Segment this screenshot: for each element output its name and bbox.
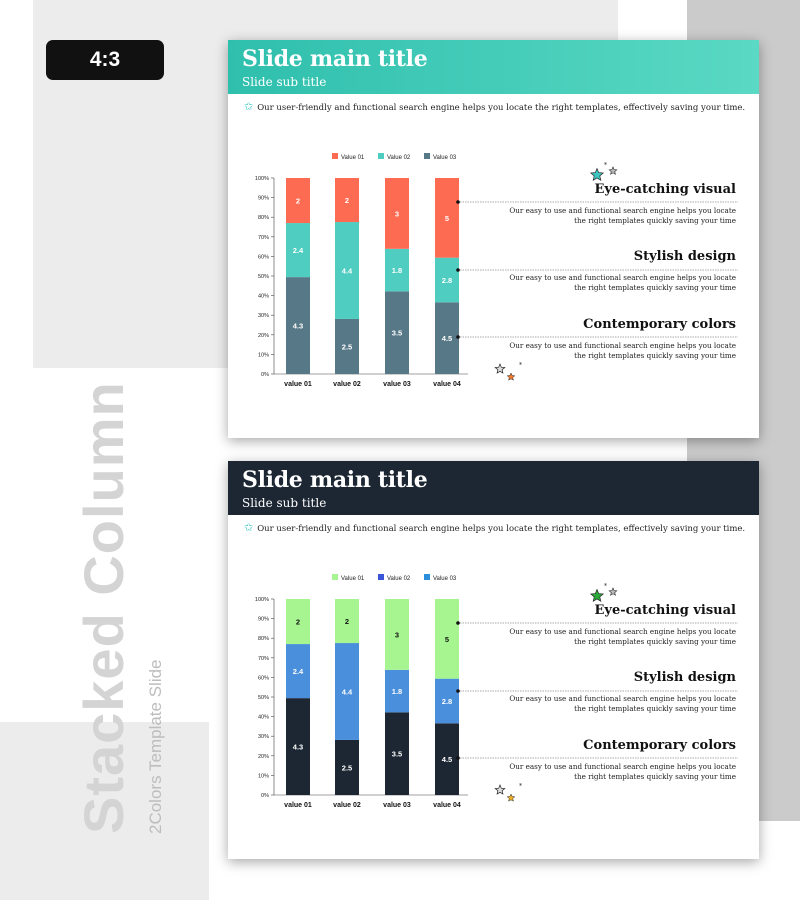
y-tick-label: 40% — [257, 714, 269, 721]
connector-dot — [456, 689, 460, 693]
category-label: value 03 — [383, 381, 411, 388]
connector-dot — [456, 268, 460, 272]
y-tick-label: 80% — [257, 636, 269, 643]
legend-swatch — [378, 574, 384, 580]
category-label: value 01 — [284, 802, 312, 809]
star-icon: ✩ — [244, 100, 254, 113]
y-tick-label: 50% — [257, 695, 269, 701]
y-tick-label: 10% — [257, 352, 269, 359]
legend-swatch — [332, 574, 338, 580]
data-label: 2 — [295, 196, 301, 206]
y-tick-label: 70% — [257, 234, 269, 241]
data-label: 2.4 — [292, 246, 304, 256]
y-tick-label: 60% — [257, 675, 269, 682]
y-tick-label: 40% — [257, 293, 269, 300]
legend-swatch — [424, 153, 430, 159]
category-label: value 01 — [284, 381, 312, 388]
data-label: 3.5 — [391, 749, 403, 759]
data-label: 2 — [295, 617, 301, 627]
data-label: 2.5 — [341, 342, 353, 352]
data-label: 2.4 — [292, 667, 304, 677]
data-label: 3 — [394, 630, 400, 640]
feature-text: Our easy to use and functional search engine helps you locate the right templates quickly saving your time — [509, 206, 736, 225]
connector-dot — [456, 335, 460, 339]
star-icon — [495, 364, 505, 373]
legend-swatch — [378, 153, 384, 159]
connector-dot — [456, 621, 460, 625]
feature-text: Our easy to use and functional search engine helps you locate the right templates quickly saving your time — [509, 627, 736, 646]
data-label: 2.5 — [341, 763, 353, 773]
feature-text: Our easy to use and functional search engine helps you locate the right templates quickly saving your time — [509, 694, 736, 713]
sparkle-icon: * — [519, 362, 522, 369]
y-tick-label: 20% — [257, 753, 269, 760]
legend-swatch — [424, 574, 430, 580]
vertical-subtitle: 2Colors Template Slide — [146, 659, 165, 834]
sparkle-icon: * — [604, 583, 607, 590]
slide-preview[interactable] — [228, 461, 759, 859]
legend-swatch — [332, 153, 338, 159]
legend-label: Value 03 — [433, 155, 457, 161]
vertical-title: Stacked Column — [72, 381, 135, 834]
y-tick-label: 0% — [261, 793, 269, 799]
y-tick-label: 70% — [257, 655, 269, 662]
data-label: 5 — [444, 213, 450, 223]
y-tick-label: 80% — [257, 215, 269, 222]
data-label: 4.4 — [341, 687, 353, 697]
feature-text: Our easy to use and functional search engine helps you locate the right templates quickly saving your time — [509, 762, 736, 781]
data-label: 3 — [394, 209, 400, 219]
y-tick-label: 30% — [257, 734, 269, 741]
y-tick-label: 0% — [261, 372, 269, 378]
y-tick-label: 100% — [254, 597, 269, 603]
star-icon — [495, 785, 505, 794]
y-tick-label: 10% — [257, 773, 269, 780]
sparkle-icon: * — [519, 783, 522, 790]
star-icon — [507, 794, 515, 801]
description-text: Our user-friendly and functional search engine helps you locate the right templates, effectively saving your time. — [257, 524, 746, 534]
feature-title: Eye-catching visual — [594, 603, 736, 618]
legend-label: Value 02 — [387, 155, 411, 161]
y-tick-label: 50% — [257, 274, 269, 280]
sparkle-icon: * — [604, 162, 607, 169]
legend-label: Value 03 — [433, 576, 457, 582]
legend-label: Value 01 — [341, 155, 365, 161]
feature-text: Our easy to use and functional search engine helps you locate the right templates quickly saving your time — [509, 341, 736, 360]
legend-label: Value 02 — [387, 576, 411, 582]
star-icon — [609, 167, 617, 174]
category-label: value 04 — [433, 381, 461, 388]
data-label: 4.5 — [441, 755, 453, 765]
slide-preview[interactable] — [228, 40, 759, 438]
data-label: 1.8 — [391, 687, 403, 697]
y-tick-label: 30% — [257, 313, 269, 320]
connector-dot — [456, 200, 460, 204]
slide-title: Slide main title — [242, 467, 428, 493]
star-icon — [591, 590, 603, 602]
data-label: 4.3 — [292, 321, 304, 331]
legend-label: Value 01 — [341, 576, 365, 582]
data-label: 2 — [344, 617, 350, 627]
y-tick-label: 100% — [254, 176, 269, 182]
y-tick-label: 60% — [257, 254, 269, 261]
slide-subtitle: Slide sub title — [242, 496, 327, 510]
data-label: 4.4 — [341, 266, 353, 276]
star-icon — [609, 588, 617, 595]
feature-text: Our easy to use and functional search engine helps you locate the right templates quickly saving your time — [509, 273, 736, 292]
data-label: 2.8 — [441, 696, 453, 706]
stacked-column-chart — [228, 40, 759, 438]
connector-dot — [456, 756, 460, 760]
data-label: 4.5 — [441, 334, 453, 344]
data-label: 2.8 — [441, 275, 453, 285]
aspect-ratio-badge: 4:3 — [46, 40, 164, 80]
data-label: 5 — [444, 634, 450, 644]
star-icon — [591, 169, 603, 181]
stacked-column-chart — [228, 461, 759, 859]
slide-title: Slide main title — [242, 46, 428, 72]
data-label: 1.8 — [391, 266, 403, 276]
slide-subtitle: Slide sub title — [242, 75, 327, 89]
feature-title: Eye-catching visual — [594, 182, 736, 197]
y-tick-label: 90% — [257, 616, 269, 623]
feature-title: Stylish design — [633, 670, 736, 685]
star-icon: ✩ — [244, 521, 254, 534]
feature-title: Contemporary colors — [583, 317, 736, 332]
y-tick-label: 90% — [257, 195, 269, 202]
category-label: value 03 — [383, 802, 411, 809]
y-tick-label: 20% — [257, 332, 269, 339]
data-label: 4.3 — [292, 742, 304, 752]
description-text: Our user-friendly and functional search engine helps you locate the right templates, effectively saving your time. — [257, 103, 746, 113]
category-label: value 02 — [333, 802, 361, 809]
data-label: 2 — [344, 196, 350, 206]
star-icon — [507, 373, 515, 380]
category-label: value 04 — [433, 802, 461, 809]
category-label: value 02 — [333, 381, 361, 388]
feature-title: Contemporary colors — [583, 738, 736, 753]
data-label: 3.5 — [391, 328, 403, 338]
feature-title: Stylish design — [633, 249, 736, 264]
